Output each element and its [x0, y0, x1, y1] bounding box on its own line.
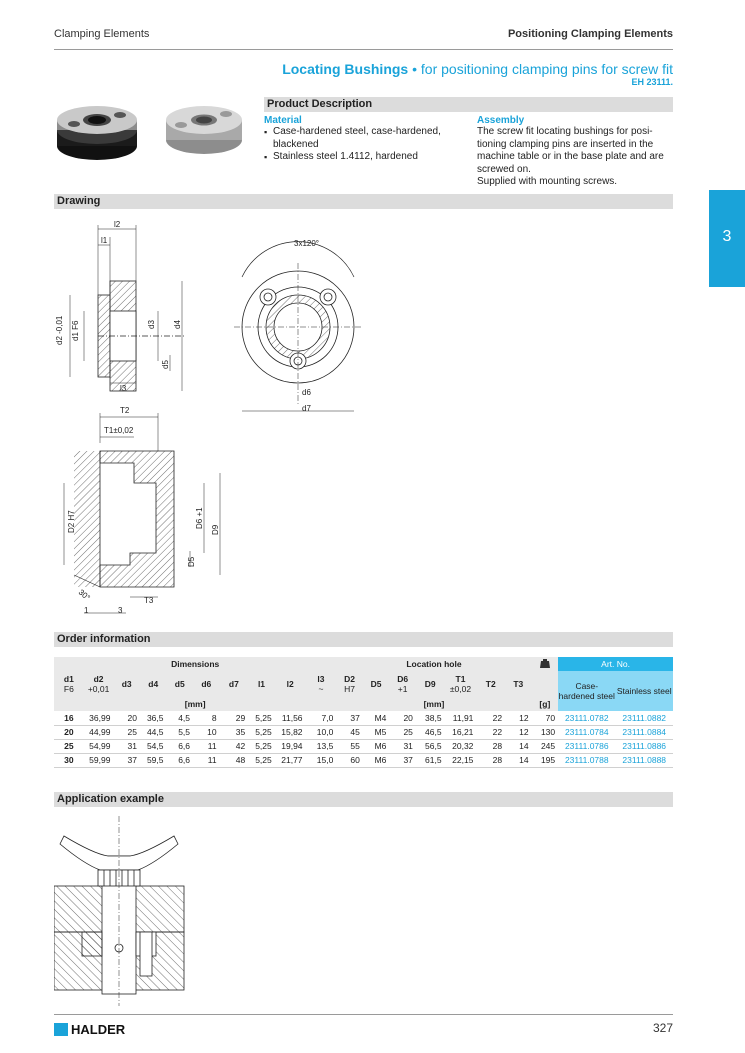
page-title: [282, 61, 673, 77]
table-cell: 4,5: [178, 712, 191, 723]
table-cell: 37: [127, 755, 137, 765]
material-block: [264, 115, 469, 164]
col-d1: d1 F6: [63, 674, 74, 694]
product-images: [52, 98, 252, 168]
title-main: Locating Bushings: [282, 61, 409, 77]
label-D6: D6 +1: [195, 507, 204, 529]
table-cell: 31: [127, 741, 137, 751]
title-sub: for positioning clamping pins for screw fit: [420, 61, 673, 77]
col-weight: [532, 671, 559, 697]
table-row: [54, 725, 673, 739]
table-cell: 59,5: [146, 755, 164, 765]
table-cell: 13,5: [316, 741, 334, 751]
table-row: [54, 739, 673, 753]
label-d4: d4: [173, 320, 182, 329]
application-example-heading: Application example: [54, 792, 673, 807]
label-T3: T3: [144, 596, 154, 605]
table-cell: 20,32: [452, 741, 474, 751]
table-cell: 42: [235, 741, 246, 751]
order-table-body: [54, 711, 673, 767]
table-cell: 8: [211, 712, 217, 723]
label-l1: l1: [101, 236, 108, 245]
header-category: Clamping Elements: [54, 28, 150, 40]
table-cell: 54,5: [146, 741, 164, 751]
table-cell: 5,25: [255, 741, 272, 751]
header-subcategory: Positioning Clamping Elements: [507, 28, 673, 40]
table-cell: 11,56: [281, 712, 303, 723]
material-item: ▪ Stainless steel 1.4112, hardened: [264, 151, 469, 164]
drawing-heading: Drawing: [54, 194, 673, 209]
table-cell: 20: [64, 727, 74, 737]
assembly-text: The screw fit locating bushings for posi-tioning clamping pins are inserted in the machine table or in the base plate and are screwed on.: [477, 126, 664, 175]
label-dim-1: 1: [84, 606, 89, 615]
table-cell: 11,91: [452, 712, 474, 723]
table-cell: 25: [403, 727, 413, 737]
table-cell: 20: [403, 712, 413, 723]
page-number: 327: [652, 1021, 673, 1035]
table-cell: 22,15: [452, 755, 474, 765]
unit-weight-g: [g]: [539, 699, 551, 709]
assembly-heading: Assembly: [477, 115, 525, 126]
group-art-no: Art. No.: [558, 657, 673, 671]
table-cell: 22: [492, 712, 503, 723]
order-information-heading: Order information: [54, 632, 673, 647]
assembly-supply-note: Supplied with mounting screws.: [477, 176, 618, 187]
unit-location-mm: [mm]: [423, 699, 445, 709]
label-angle: 3x120°: [294, 239, 319, 248]
table-cell: 37: [350, 712, 360, 723]
table-cell: 46,5: [425, 727, 442, 737]
product-description-heading: Product Description: [264, 97, 673, 112]
group-dimensions: Dimensions: [54, 657, 336, 671]
col-l1: l1: [257, 679, 266, 689]
table-cell: 25: [64, 741, 74, 751]
table-cell: 31: [403, 741, 413, 751]
table-cell: 5,25: [255, 755, 272, 765]
application-example-drawing: [54, 816, 194, 1008]
col-art-case-hardened: Case-hardened steel: [558, 671, 615, 711]
label-D2: D2 H7: [67, 510, 76, 533]
order-table: [54, 657, 673, 768]
header-divider: [54, 49, 673, 50]
table-cell: 59,99: [89, 755, 111, 765]
table-cell: 48: [235, 755, 246, 765]
material-list: [264, 126, 469, 164]
table-cell: 61,5: [425, 755, 442, 765]
product-image-blackened: [57, 106, 137, 160]
table-cell: 12: [519, 712, 529, 723]
table-cell: 19,94: [281, 741, 303, 751]
group-location-hole: Location hole: [336, 657, 531, 671]
weight-icon: [540, 658, 550, 668]
col-d5: d5: [174, 679, 185, 689]
table-cell: 130: [540, 727, 556, 737]
material-heading: Material: [264, 115, 302, 126]
application-assembly: [54, 816, 184, 1006]
table-cell: 6,6: [178, 741, 191, 751]
col-art-stainless: Stainless steel: [615, 671, 673, 711]
table-cell: 15,82: [281, 727, 303, 737]
table-cell: 16: [64, 712, 74, 723]
table-cell: 12: [519, 727, 529, 737]
label-d2: d2 -0,01: [55, 315, 64, 345]
col-T3: T3: [513, 679, 524, 689]
table-cell: 44,5: [146, 727, 164, 737]
label-d3: d3: [147, 320, 156, 329]
chapter-tab[interactable]: 3: [709, 190, 745, 287]
footer-divider: [54, 1014, 673, 1015]
table-cell: 28: [492, 755, 503, 765]
col-D2: D2 H7: [344, 674, 356, 694]
col-d3: d3: [121, 679, 132, 689]
table-cell: 22: [492, 727, 503, 737]
table-cell: 6,6: [178, 755, 191, 765]
table-cell: 11: [207, 741, 217, 751]
label-chamfer: 30°: [76, 587, 92, 603]
table-cell: 10: [207, 727, 217, 737]
table-cell: 60: [350, 755, 360, 765]
table-cell: 56,5: [425, 741, 442, 751]
product-code: EH 23111.: [631, 77, 673, 87]
material-item: ▪ Case-hardened steel, case-hardened, blackened: [264, 126, 469, 151]
bushing-front-view: [234, 242, 362, 411]
table-cell: 36,5: [146, 712, 164, 723]
table-cell: 5,25: [255, 727, 272, 737]
table-cell: 37: [403, 755, 413, 765]
table-cell: 195: [540, 755, 556, 765]
product-image-stainless: [166, 106, 242, 154]
art-number-cell[interactable]: 23111.0882: [622, 712, 667, 723]
table-cell: 10,0: [316, 727, 334, 737]
col-d6: d6: [201, 679, 212, 689]
label-l3: l3: [120, 384, 127, 393]
table-cell: 16,21: [452, 727, 474, 737]
label-d7: d7: [302, 404, 311, 413]
table-cell: 28: [492, 741, 503, 751]
table-cell: 21,77: [281, 755, 303, 765]
brand-logo: [54, 1022, 125, 1037]
label-D9: D9: [211, 524, 220, 535]
table-cell: 15,0: [316, 755, 334, 765]
col-d2: d2 +0,01: [87, 674, 110, 694]
label-T1: T1±0,02: [104, 426, 134, 435]
weight-icon-cell: [532, 657, 559, 671]
table-cell: 36,99: [89, 712, 111, 723]
table-cell: 20: [127, 712, 137, 723]
label-T2: T2: [120, 406, 130, 415]
table-cell: 30: [64, 755, 74, 765]
label-l2: l2: [114, 220, 121, 229]
brand-name: HALDER: [71, 1022, 126, 1037]
table-cell: 29: [235, 712, 246, 723]
art-number-cell[interactable]: 23111.0782: [564, 712, 609, 723]
col-d4: d4: [148, 679, 159, 689]
table-cell: 7,0: [321, 712, 334, 723]
table-cell: 25: [127, 727, 137, 737]
col-l2: l2: [286, 679, 294, 689]
assembly-block: [477, 115, 673, 189]
label-d1: d1 F6: [71, 320, 80, 341]
table-cell: M5: [374, 727, 387, 737]
table-cell: M6: [374, 741, 387, 751]
table-cell: M6: [374, 755, 387, 765]
art-number-cell[interactable]: 23111.0784: [564, 727, 609, 737]
table-cell: 35: [235, 727, 246, 737]
table-row: [54, 753, 673, 767]
technical-drawing: [54, 215, 384, 625]
table-cell: 54,99: [89, 741, 111, 751]
label-D5: D5: [187, 556, 196, 567]
art-number-cell[interactable]: 23111.0886: [622, 741, 667, 751]
table-cell: 14: [519, 741, 529, 751]
table-cell: M4: [374, 712, 387, 723]
table-cell: 70: [545, 712, 556, 723]
table-cell: 5,5: [178, 727, 191, 737]
title-bullet: •: [412, 61, 417, 77]
label-d5: d5: [161, 360, 170, 369]
table-cell: 14: [519, 755, 529, 765]
col-T2: T2: [485, 679, 496, 689]
table-cell: 45: [350, 727, 360, 737]
table-cell: 5,25: [255, 712, 272, 723]
col-T1: T1 ±0,02: [449, 674, 472, 694]
table-cell: 44,99: [89, 727, 111, 737]
col-d7: d7: [228, 679, 239, 689]
col-D9: D9: [424, 679, 436, 689]
label-dim-3: 3: [118, 606, 123, 615]
art-number-cell[interactable]: 23111.0786: [564, 741, 609, 751]
table-row: [54, 711, 673, 725]
table-cell: 38,5: [425, 712, 442, 723]
table-cell: 245: [540, 741, 556, 751]
art-number-cell[interactable]: 23111.0884: [622, 727, 667, 737]
unit-dimensions-mm: [mm]: [184, 699, 206, 709]
col-D5: D5: [370, 679, 382, 689]
art-number-cell[interactable]: 23111.0788: [564, 755, 609, 765]
label-d6: d6: [302, 388, 311, 397]
art-number-cell[interactable]: 23111.0888: [622, 755, 667, 765]
halder-logo-icon: [54, 1023, 68, 1036]
col-D6: D6 +1: [397, 674, 409, 694]
table-cell: 55: [350, 741, 360, 751]
col-l3: l3 ~: [317, 674, 325, 694]
table-cell: 11: [207, 755, 217, 765]
